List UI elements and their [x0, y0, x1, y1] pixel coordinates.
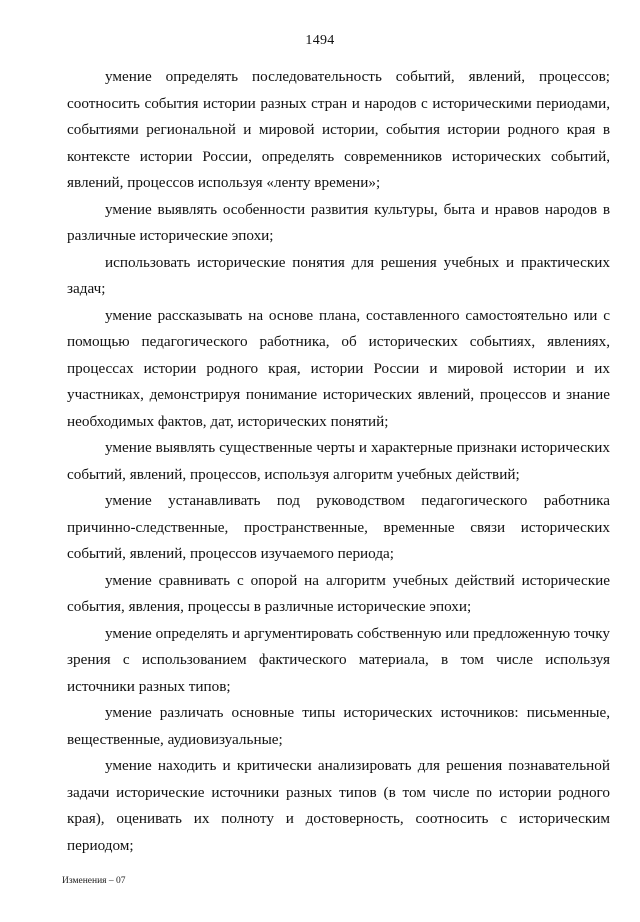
paragraph-6: умение устанавливать под руководством педагогического работника причинно-следственные, пространственные, временные связи исторических событий, явлений, процессов изучаемого периода; — [67, 492, 610, 562]
paragraph-10: умение находить и критически анализировать для решения познавательной задачи исторические источники разных типов (в том числе по истории родного края), оценивать их полноту и достоверность, соотносить с историческим периодом; — [67, 757, 610, 854]
paragraph-5: умение выявлять существенные черты и характерные признаки исторических событий, явлений, процессов, используя алгоритм учебных действий; — [67, 439, 610, 483]
body-text — [67, 64, 610, 859]
paragraph-2: умение выявлять особенности развития культуры, быта и нравов народов в различные исторические эпохи; — [67, 200, 610, 244]
paragraph-4: умение рассказывать на основе плана, составленного самостоятельно или с помощью педагогического работника, об исторических событиях, явлениях, процессах истории родного края, истории России и мировой истории и их участниках, демонстрируя понимание исторических явлений, процессов и знание необходимых фактов, дат, исторических понятий; — [67, 306, 610, 430]
paragraph-1: умение определять последовательность событий, явлений, процессов; соотносить события истории разных стран и народов с историческими периодами, событиями региональной и мировой истории, события истории родного края в контексте истории России, определять современников исторических событий, явлений, процессов используя «ленту времени»; — [67, 68, 610, 191]
page-number: 1494 — [305, 33, 335, 48]
footer-revision-note: Изменения – 07 — [62, 876, 126, 886]
paragraph-8: умение определять и аргументировать собственную или предложенную точку зрения с использованием фактического материала, в том числе используя источники разных типов; — [67, 624, 610, 695]
paragraph-9: умение различать основные типы исторических источников: письменные, вещественные, аудиовизуальные; — [67, 704, 610, 748]
paragraph-7: умение сравнивать с опорой на алгоритм учебных действий исторические события, явления, процессы в различные исторические эпохи; — [67, 571, 610, 615]
paragraph-3: использовать исторические понятия для решения учебных и практических задач; — [67, 253, 610, 297]
